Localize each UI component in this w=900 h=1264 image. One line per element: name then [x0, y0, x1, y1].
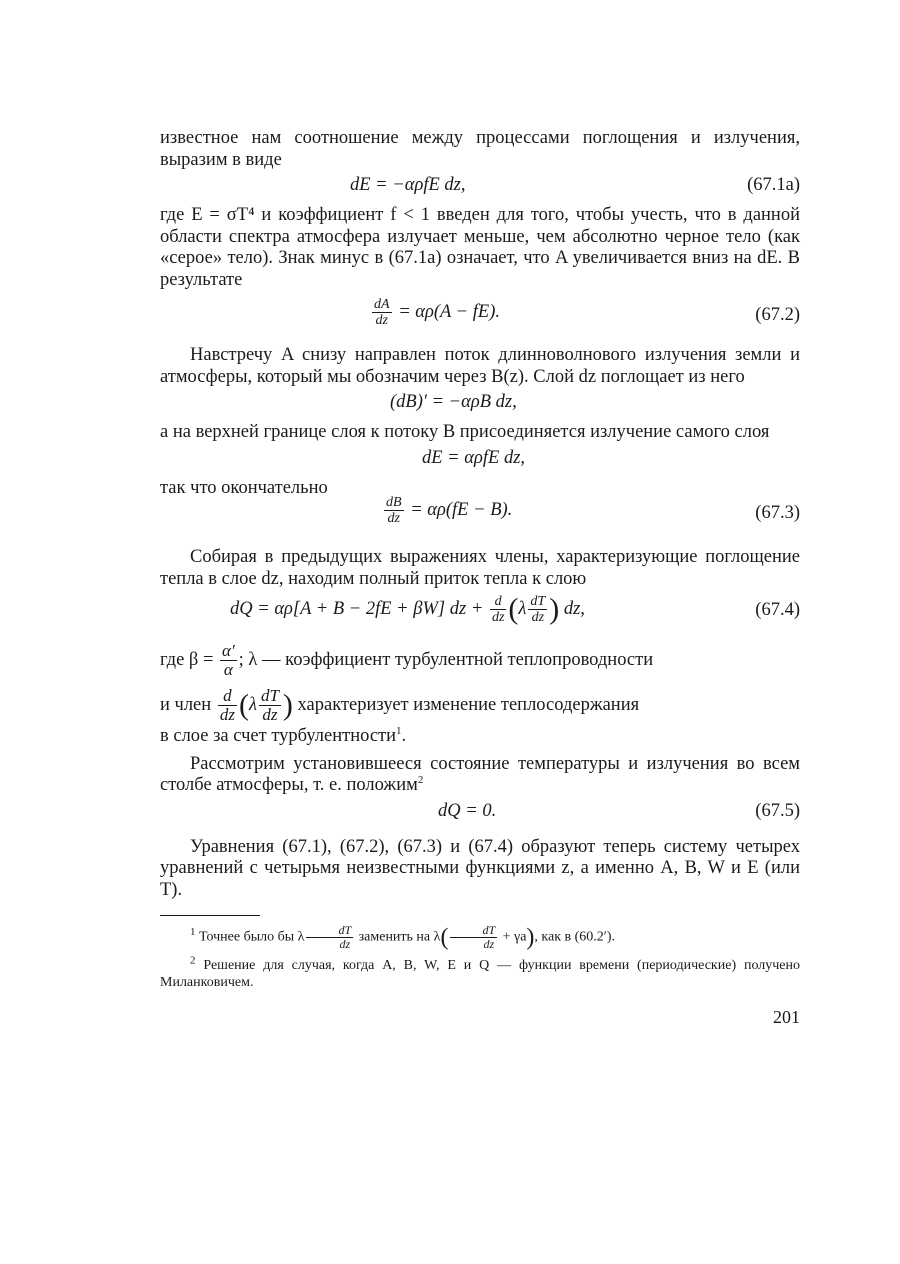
- paragraph-3: Навстречу A снизу направлен поток длинноволнового излучения земли и атмосферы, который мы обозначим через B(z). Слой dz поглощает из него: [160, 345, 800, 387]
- fraction: [384, 495, 404, 526]
- equation-number: (67.1а): [747, 175, 800, 195]
- footnote-2: $^2$ Решение для случая, когда A, B, W, E и Q — функции времени (периодические) получено Миланковичем.: [160, 954, 800, 990]
- equation-67-4: dQ = αρ[A + B − 2fE + βW] dz + $\frac{d}{dz}$ (λ $\frac{dT}{dz}$ ) dz, (67.4): [230, 592, 800, 626]
- equation-67-3: [160, 489, 800, 537]
- footnote-divider: [160, 915, 260, 916]
- fraction-dT-dz: $\frac{dT}{dz}$: [530, 594, 546, 625]
- equation-number: (67.2): [755, 305, 800, 325]
- page-number: 201: [773, 1007, 800, 1027]
- equation-number: (67.4): [755, 600, 800, 620]
- paragraph-5: так что окончательно: [160, 477, 328, 498]
- paragraph-11: Уравнения (67.1), (67.2), (67.3) и (67.4) образуют теперь систему четырех уравнений с четырьмя неизвестными функциями z, а именно A, B, W и E (или T).: [160, 836, 800, 900]
- fraction-denominator: dz: [387, 511, 400, 526]
- footnote-ref-1: 1: [396, 724, 402, 737]
- page-body: [160, 128, 800, 1031]
- fraction: [372, 297, 392, 328]
- paragraph-1: известное нам соотношение между процессами поглощения и излучения, выразим в виде: [160, 128, 800, 170]
- equation-body: dE = −αρfE dz,: [350, 175, 466, 195]
- fraction-numerator: dB: [386, 495, 402, 510]
- paragraph-7: где β = $\frac{\alpha'}{\alpha}$ ; λ — коэффициент турбулентной теплопроводности: [160, 641, 654, 679]
- equation-dE: [160, 444, 800, 478]
- paragraph-4: а на верхней границе слоя к потоку B присоединяется излучение самого слоя: [160, 422, 770, 442]
- paragraph-9: в слое за счет турбулентности$^1$.: [160, 724, 407, 746]
- paragraph-2: где E = σT⁴ и коэффициент f < 1 введен для того, чтобы учесть, что в данной области спектра атмосфера излучает меньше, чем абсолютно черное тело (как «серое» тело). Знак минус в (67.1а) означает, что A увеличивается вниз на dE. В результате: [160, 205, 800, 290]
- fraction-beta: $\frac{\alpha'}{\alpha}$: [222, 641, 235, 679]
- equation-67-5: [160, 797, 800, 831]
- equation-rhs: = αρ(A − fE).: [398, 301, 500, 322]
- equation-body: dE = αρfE dz,: [422, 447, 526, 468]
- equation-body: dQ = 0.: [438, 800, 497, 821]
- fraction-d-dz: $\frac{d}{dz}$: [219, 686, 235, 724]
- equation-67-1a: [160, 171, 800, 205]
- equation-number: (67.5): [755, 800, 800, 821]
- equation-lhs: dQ = αρ[A + B − 2fE + βW] dz +: [230, 598, 484, 619]
- fraction-dT-dz: $\frac{dT}{dz}$: [260, 686, 279, 724]
- footnote-1: $^1$ Точнее было бы λ $\frac{dT}{dz}$ заменить на λ( $\frac{dT}{dz}$ + γа), как в (60.2′).: [190, 923, 616, 951]
- equation-body: (dB)′ = −αρB dz,: [390, 392, 517, 412]
- equation-number: (67.3): [755, 503, 800, 523]
- equation-rhs: = αρ(fE − B).: [410, 499, 513, 520]
- paragraph-8: и член $\frac{d}{dz}$ (λ $\frac{dT}{dz}$ ) характеризует изменение теплосодержания: [160, 686, 640, 724]
- equation-67-2: [160, 291, 800, 339]
- fraction-d-dz: $\frac{d}{dz}$: [491, 594, 505, 625]
- footnote-ref-2: 2: [417, 773, 424, 786]
- fraction-numerator: dA: [374, 297, 390, 312]
- paragraph-6: Собирая в предыдущих выражениях члены, характеризующие поглощение тепла в слое dz, находим полный приток тепла к слою: [160, 547, 800, 589]
- equation-dB-prime: [160, 388, 800, 422]
- paragraph-10: Рассмотрим установившееся состояние температуры и излучения во всем столбе атмосферы, т. е. положим$^2$: [160, 753, 800, 795]
- fraction-denominator: dz: [375, 313, 388, 328]
